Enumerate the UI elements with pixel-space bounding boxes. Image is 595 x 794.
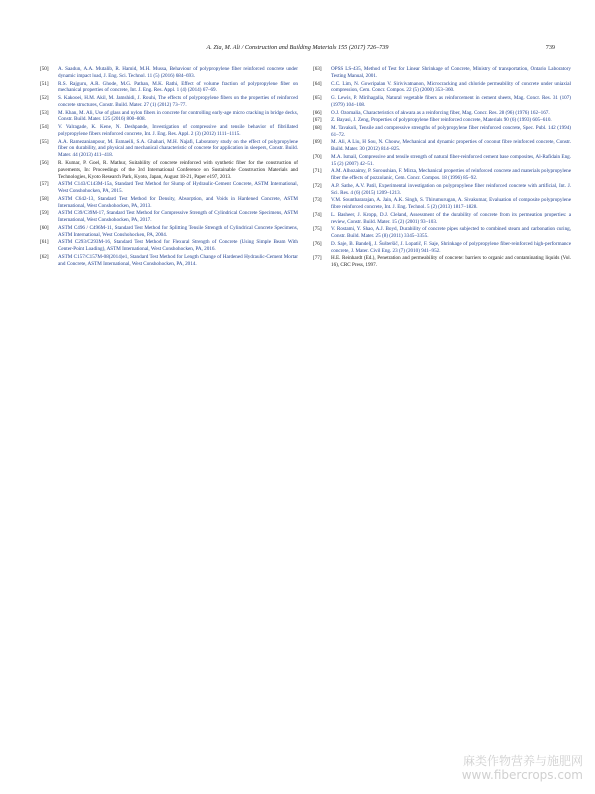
watermark-title: 麻类作物营养与施肥网 (462, 754, 583, 768)
reference-link[interactable]: ASTM C293/C293M-16, Standard Test Method for Flexural Strength of Concrete (Using Simple Beam With Center-Point Loading), ASTM International, West Conshohocken, PA, 2016. (58, 239, 298, 253)
reference-link[interactable]: OPSS LS-435, Method of Test for Linear Shrinkage of Concrete, Ministry of transportation, Ontario Laboratory Testing Manual, 2001. (331, 66, 571, 79)
reference-number: [67] (313, 117, 322, 124)
reference-number: [64] (313, 80, 322, 87)
reference-number: [62] (40, 253, 49, 260)
reference-number: [63] (313, 66, 322, 72)
reference-entry (313, 66, 571, 80)
reference-link[interactable]: V.M. Sounthararajan, A. Jain, A.K. Singh, S. Thirumurugan, A. Sivakumar, Evaluation of composite polypropylene fibre reinforced concrete, Int. J. Eng. Technol. 5 (2) (2013) 1817–1828. (331, 197, 571, 211)
reference-entry (40, 239, 298, 253)
reference-entry (40, 81, 298, 95)
references-column-right (313, 66, 571, 270)
reference-number: [73] (313, 197, 322, 204)
journal-citation: A. Zia, M. Ali / Construction and Building Materials 155 (2017) 726–739 (206, 44, 389, 51)
reference-entry (40, 225, 298, 239)
reference-entry (313, 117, 571, 124)
reference-entry (313, 197, 571, 211)
reference-entry (40, 160, 298, 181)
reference-link[interactable]: ASTM C496 / C496M-11, Standard Test Method for Splitting Tensile Strength of Cylindrical Concrete Specimens, ASTM International, West Conshohocken, PA, 2004. (58, 224, 298, 238)
reference-number: [54] (40, 124, 49, 130)
reference-entry (40, 181, 298, 195)
reference-number: [57] (40, 181, 49, 188)
reference-entry (40, 124, 298, 138)
reference-link[interactable]: ASTM C39/C39M-17, Standard Test Method for Compressive Strength of Cylindrical Concrete Specimens, ASTM International, West Conshohocken, PA, 2017. (58, 210, 298, 224)
reference-link[interactable]: C.C. Lim, N. Gowripalan V. Sirivivatnanon, Microcracking and chloride permeability of concrete under uniaxial compression, Cem. Concr. Compos. 22 (5) (2000) 353–360. (331, 80, 571, 94)
reference-number: [52] (40, 95, 49, 101)
reference-link[interactable]: V. Rostami, Y. Shao, A.J. Boyd, Durability of concrete pipes subjected to combined steam and carbonation curing, Constr. Build. Mater. 25 (8) (2011) 3345–3355. (331, 226, 571, 240)
reference-number: [74] (313, 211, 322, 218)
reference-entry (40, 110, 298, 124)
references-column-left (40, 66, 298, 268)
reference-link[interactable]: A.M. Alhozaimy, P. Soroushian, F. Mirza, Mechanical properties of reinforced concrete and materials polypropylene fiber the effects of pozzolanic, Cem. Concr. Compos. 18 (1996) 85–92. (331, 168, 571, 182)
reference-link[interactable]: L. Basheer, J. Kropp, D.J. Cleland, Assessment of the durability of concrete from its permeation properties: a review, Constr. Build. Mater. 15 (2) (2001) 93–103. (331, 211, 571, 225)
reference-link[interactable]: A. Saadun, A.A. Mutalib, R. Hamid, M.H. Mussa, Behaviour of polypropylene fiber reinforced concrete under dynamic impact load, J. Eng. Sci. Technol. 11 (5) (2016) 684–693. (58, 66, 298, 79)
reference-entry (313, 168, 571, 182)
reference-entry (40, 196, 298, 210)
reference-link[interactable]: A.A. Ramezanianpour, M. Esmaeili, S.A. Ghahari, M.H. Najafi, Laboratory study on the effect of polypropylene fiber on durability, and physical and mechanical characteristic of concrete for application in sleepers, Constr. Build. Mater. 44 (2013) 411–418. (58, 138, 298, 159)
reference-link[interactable]: S. Kakooei, H.M. Akil, M. Jamshidi, J. Rouhi, The effects of polypropylene fibers on the properties of reinforced concrete structures, Constr. Build. Mater. 27 (1) (2012) 73–77. (58, 95, 298, 108)
reference-number: [76] (313, 240, 322, 247)
reference-entry (313, 95, 571, 109)
reference-entry (313, 255, 571, 269)
reference-entry (40, 66, 298, 80)
reference-number: [72] (313, 182, 322, 189)
reference-entry (40, 254, 298, 268)
reference-entry (40, 210, 298, 224)
reference-link[interactable]: Z. Bayasi, J. Zeng, Properties of polypropylene fiber reinforced concrete, Materials 90 (6) (1993) 605–610. (331, 117, 552, 124)
reference-number: [65] (313, 95, 322, 101)
reference-entry (40, 139, 298, 160)
site-watermark (462, 754, 583, 782)
reference-link: H.E. Reinhardt (Ed.), Penetration and permeability of concrete: barriers to organic and contaminating liquids (Vol. 16), CRC Press, 1997. (331, 255, 571, 269)
reference-link: R. Kumar, P. Goel, R. Mathur, Suitability of concrete reinforced with synthetic fiber for the construction of pavements, In: Proceedings of the 3rd International Conference on Sustainable Construction Materials and Technologies, Kyoto Research Park, Kyoto, Japan, August 18-21, Paper e197, 2013. (58, 159, 298, 180)
reference-number: [51] (40, 80, 49, 87)
reference-number: [58] (40, 195, 49, 202)
reference-number: [75] (313, 226, 322, 233)
reference-number: [56] (40, 159, 49, 166)
reference-link[interactable]: ASTM C143/C143M-15a, Standard Test Method for Slump of Hydraulic-Cement Concrete, ASTM International, West Conshohocken, PA, 2015. (58, 181, 298, 195)
reference-link[interactable]: G. Lewis, P. Mirihagalia, Natural vegetable fibers as reinforcement in cement sheets, Mag. Concr. Res. 31 (107) (1979) 104–108. (331, 95, 571, 108)
reference-link[interactable]: ASTM C642-13, Standard Test Method for Density, Absorption, and Voids in Hardened Concrete, ASTM International, West Conshohocken, PA, 2013. (58, 195, 298, 209)
reference-number: [70] (313, 153, 322, 160)
reference-number: [69] (313, 139, 322, 146)
reference-number: [59] (40, 210, 49, 217)
reference-link[interactable]: M.A. Ismail, Compressive and tensile strength of natural fiber-reinforced cement base composites, Al-Rafidain Eng. 15 (2) (2007) 42–51. (331, 153, 571, 167)
reference-entry (313, 139, 571, 153)
reference-number: [66] (313, 109, 322, 116)
reference-link[interactable]: M. Tavakoli, Tensile and compressive strengths of polypropylene fiber reinforced concrete, Spec. Publ. 142 (1994) 61–72. (331, 124, 571, 138)
watermark-url: www.fibercrops.com (461, 768, 583, 782)
reference-entry (313, 154, 571, 168)
reference-number: [68] (313, 124, 322, 131)
reference-entry (313, 125, 571, 139)
reference-entry (313, 81, 571, 95)
reference-link[interactable]: D. Saje, B. Bandelj, J. Šušteršič, J. Lopatič, F. Saje, Shrinkage of polypropylene fiber-reinforced high-performance concrete, J. Mater. Civil Eng. 23 (7) (2010) 941–952. (331, 240, 571, 254)
reference-link[interactable]: A.P. Sathe, A.V. Patil, Experimental investigation on polypropylene fiber reinforced concrete with artificial, Int. J. Sci. Res. 4 (6) (2015) 1209–1213. (331, 182, 571, 196)
reference-number: [71] (313, 168, 322, 175)
reference-entry (40, 95, 298, 109)
reference-entry (313, 183, 571, 197)
page-number: 739 (545, 44, 555, 51)
reference-link[interactable]: O.J. Ozomalia, Characteristics of akwara as a reinforcing fiber, Mag. Concr. Res. 28 (96) (1976) 162–167. (331, 109, 550, 116)
running-header (40, 44, 555, 56)
reference-link[interactable]: M. Ali, A Liu, H Sou, N. Chouw, Mechanical and dynamic properties of coconut fibre reinforced concrete, Constr. Build. Mater. 30 (2012) 814–825. (331, 139, 571, 153)
reference-entry (313, 212, 571, 226)
reference-entry (313, 110, 571, 117)
reference-number: [50] (40, 66, 49, 72)
reference-entry (313, 226, 571, 240)
reference-link[interactable]: R.S. Rajguru, A.R. Ghode, M.G. Pathan, M.K. Rathi, Effect of volume fraction of polypropylene fiber on mechanical properties of concrete, Int. J. Eng. Res. Appl. 1 (4) (2014) 67–69. (58, 80, 298, 94)
reference-link[interactable]: M. Khan, M. Ali, Use of glass and nylon fibers in concrete for controlling early-age micro cracking in bridge decks, Constr. Build. Mater. 125 (2016) 800–808. (58, 109, 298, 123)
reference-number: [55] (40, 138, 49, 145)
reference-link[interactable]: V. Valragade, K. Kene, N. Deshpande, Investigation of compressive and tensile behavior of fibrillated polypropylene fibers reinforced concrete, Int. J. Eng. Res. Appl. 2 (3) (2012) 1111–1115. (58, 124, 298, 137)
reference-link[interactable]: ASTM C157/C157M-08(2014)e1, Standard Test Method for Length Change of Hardened Hydraulic-Cement Mortar and Concrete, ASTM International, West Conshohocken, PA, 2014. (58, 253, 298, 267)
reference-number: [61] (40, 239, 49, 246)
reference-number: [77] (313, 255, 322, 262)
reference-entry (313, 241, 571, 255)
reference-number: [60] (40, 224, 49, 231)
reference-number: [53] (40, 109, 49, 116)
